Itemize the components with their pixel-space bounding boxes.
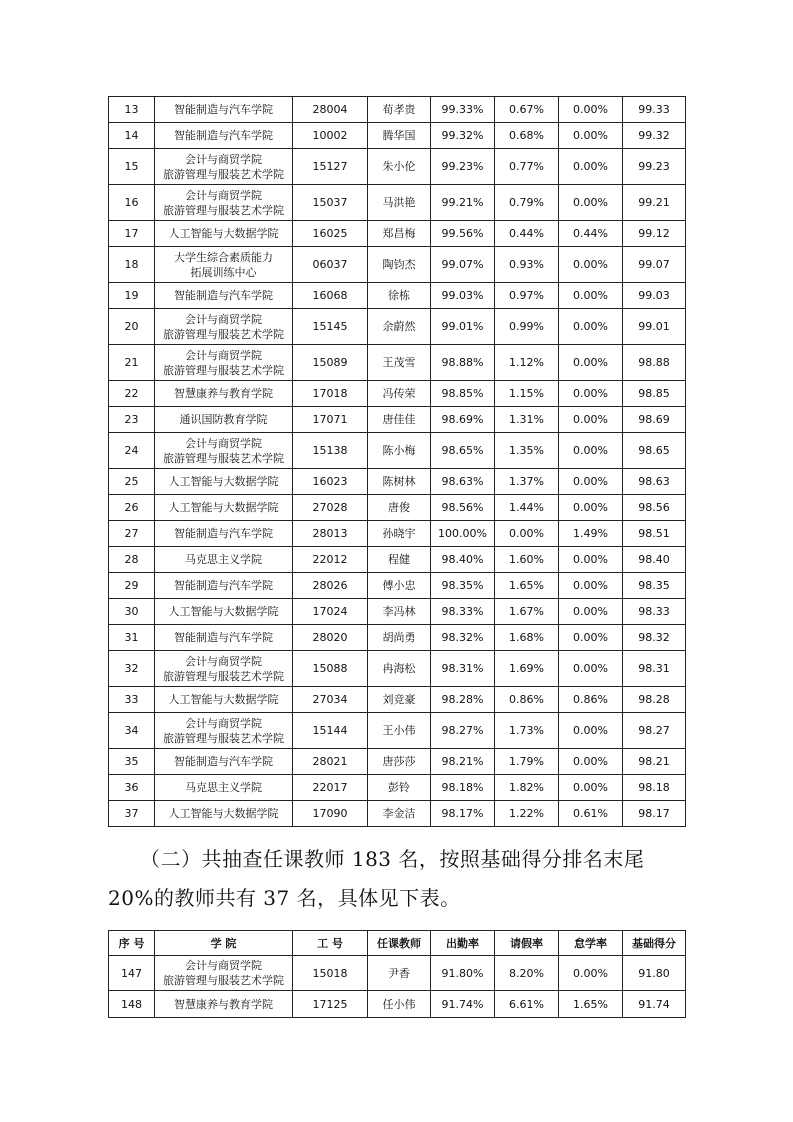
cell-absence: 0.00% <box>559 149 623 185</box>
cell-no: 19 <box>109 283 155 309</box>
cell-no: 35 <box>109 749 155 775</box>
cell-score: 91.74 <box>623 991 686 1018</box>
cell-dept <box>155 309 293 345</box>
table-row <box>109 247 686 283</box>
cell-leave: 0.44% <box>495 221 559 247</box>
table-row <box>109 713 686 749</box>
cell-absence: 0.00% <box>559 381 623 407</box>
table-row <box>109 185 686 221</box>
cell-dept <box>155 433 293 469</box>
cell-no: 25 <box>109 469 155 495</box>
cell-absence: 0.00% <box>559 713 623 749</box>
cell-absence: 0.86% <box>559 687 623 713</box>
cell-absence: 0.00% <box>559 599 623 625</box>
cell-attendance: 98.18% <box>431 775 495 801</box>
cell-attendance: 99.56% <box>431 221 495 247</box>
dept-line: 会计与商贸学院 <box>185 436 262 450</box>
cell-leave: 1.82% <box>495 775 559 801</box>
cell-dept <box>155 956 293 991</box>
cell-leave: 1.69% <box>495 651 559 687</box>
cell-id: 17090 <box>293 801 368 827</box>
cell-teacher: 傅小忠 <box>368 573 431 599</box>
cell-teacher: 马洪艳 <box>368 185 431 221</box>
cell-no: 13 <box>109 97 155 123</box>
cell-dept <box>155 573 293 599</box>
cell-score: 99.32 <box>623 123 686 149</box>
cell-score: 98.40 <box>623 547 686 573</box>
cell-score: 98.51 <box>623 521 686 547</box>
dept-line: 会计与商贸学院 <box>185 312 262 326</box>
cell-score: 98.18 <box>623 775 686 801</box>
dept-line: 智能制造与汽车学院 <box>174 527 273 540</box>
dept-line: 旅游管理与服装艺术学院 <box>163 203 284 217</box>
table-row <box>109 283 686 309</box>
cell-dept <box>155 687 293 713</box>
cell-leave: 1.60% <box>495 547 559 573</box>
cell-score: 98.27 <box>623 713 686 749</box>
cell-no: 14 <box>109 123 155 149</box>
cell-leave: 0.86% <box>495 687 559 713</box>
cell-score: 98.28 <box>623 687 686 713</box>
cell-id: 22012 <box>293 547 368 573</box>
cell-id: 17018 <box>293 381 368 407</box>
cell-attendance: 98.27% <box>431 713 495 749</box>
table-header-row <box>109 931 686 956</box>
cell-id: 15037 <box>293 185 368 221</box>
table-row <box>109 625 686 651</box>
cell-teacher: 李金洁 <box>368 801 431 827</box>
cell-score: 98.32 <box>623 625 686 651</box>
cell-attendance: 99.33% <box>431 97 495 123</box>
table-row <box>109 651 686 687</box>
cell-absence: 0.00% <box>559 469 623 495</box>
cell-id: 17071 <box>293 407 368 433</box>
dept-line: 人工智能与大数据学院 <box>168 475 279 488</box>
cell-absence: 0.00% <box>559 345 623 381</box>
cell-no: 23 <box>109 407 155 433</box>
table-row <box>109 687 686 713</box>
cell-attendance: 98.33% <box>431 599 495 625</box>
cell-attendance: 98.88% <box>431 345 495 381</box>
cell-dept <box>155 625 293 651</box>
cell-attendance: 99.03% <box>431 283 495 309</box>
table-row <box>109 991 686 1018</box>
cell-teacher: 唐佳佳 <box>368 407 431 433</box>
cell-no: 24 <box>109 433 155 469</box>
dept-line: 会计与商贸学院 <box>185 152 262 166</box>
dept-line: 人工智能与大数据学院 <box>168 227 279 240</box>
cell-no: 26 <box>109 495 155 521</box>
table-row <box>109 956 686 991</box>
cell-no: 21 <box>109 345 155 381</box>
cell-teacher: 陈树林 <box>368 469 431 495</box>
header-attendance: 出勤率 <box>431 931 495 956</box>
dept-line: 人工智能与大数据学院 <box>168 693 279 706</box>
dept-line: 拓展训练中心 <box>190 265 257 279</box>
cell-dept <box>155 495 293 521</box>
cell-score: 99.03 <box>623 283 686 309</box>
cell-score: 99.07 <box>623 247 686 283</box>
cell-no: 34 <box>109 713 155 749</box>
cell-dept <box>155 547 293 573</box>
header-absence: 怠学率 <box>559 931 623 956</box>
cell-leave: 1.79% <box>495 749 559 775</box>
cell-attendance: 98.63% <box>431 469 495 495</box>
cell-no: 27 <box>109 521 155 547</box>
table-row <box>109 309 686 345</box>
table-row <box>109 521 686 547</box>
cell-no: 29 <box>109 573 155 599</box>
cell-no: 22 <box>109 381 155 407</box>
paragraph-line-2: 20%的教师共有 37 名，具体见下表。 <box>108 886 461 910</box>
cell-teacher: 王小伟 <box>368 713 431 749</box>
cell-leave: 1.35% <box>495 433 559 469</box>
cell-leave: 1.15% <box>495 381 559 407</box>
cell-leave: 0.68% <box>495 123 559 149</box>
table-row <box>109 775 686 801</box>
cell-absence: 0.00% <box>559 309 623 345</box>
cell-id: 16068 <box>293 283 368 309</box>
cell-score: 98.65 <box>623 433 686 469</box>
cell-attendance: 98.28% <box>431 687 495 713</box>
cell-absence: 1.65% <box>559 991 623 1018</box>
cell-absence: 0.44% <box>559 221 623 247</box>
dept-line: 会计与商贸学院 <box>185 188 262 202</box>
cell-id: 28021 <box>293 749 368 775</box>
table-row <box>109 495 686 521</box>
cell-id: 17024 <box>293 599 368 625</box>
cell-teacher: 郑昌梅 <box>368 221 431 247</box>
cell-leave: 8.20% <box>495 956 559 991</box>
cell-no: 28 <box>109 547 155 573</box>
cell-teacher: 王茂雪 <box>368 345 431 381</box>
cell-dept <box>155 221 293 247</box>
cell-dept <box>155 713 293 749</box>
cell-teacher: 朱小伦 <box>368 149 431 185</box>
cell-id: 17125 <box>293 991 368 1018</box>
cell-attendance: 98.35% <box>431 573 495 599</box>
cell-id: 28020 <box>293 625 368 651</box>
cell-teacher: 唐莎莎 <box>368 749 431 775</box>
cell-no: 17 <box>109 221 155 247</box>
cell-id: 28026 <box>293 573 368 599</box>
table-row <box>109 599 686 625</box>
cell-dept <box>155 469 293 495</box>
cell-leave: 1.12% <box>495 345 559 381</box>
cell-attendance: 98.31% <box>431 651 495 687</box>
cell-attendance: 100.00% <box>431 521 495 547</box>
paragraph-line-1: （二）共抽查任课教师 183 名，按照基础得分排名末尾 <box>140 847 645 871</box>
cell-absence: 0.00% <box>559 547 623 573</box>
cell-id: 28013 <box>293 521 368 547</box>
cell-id: 28004 <box>293 97 368 123</box>
cell-attendance: 98.32% <box>431 625 495 651</box>
cell-dept <box>155 599 293 625</box>
dept-line: 马克思主义学院 <box>185 781 262 794</box>
cell-teacher: 彭铃 <box>368 775 431 801</box>
cell-leave: 1.37% <box>495 469 559 495</box>
cell-score: 98.88 <box>623 345 686 381</box>
cell-absence: 0.00% <box>559 97 623 123</box>
cell-dept <box>155 381 293 407</box>
cell-absence: 0.00% <box>559 625 623 651</box>
table-row <box>109 801 686 827</box>
cell-dept <box>155 801 293 827</box>
cell-no: 36 <box>109 775 155 801</box>
cell-teacher: 腾华国 <box>368 123 431 149</box>
cell-score: 99.12 <box>623 221 686 247</box>
table-row <box>109 97 686 123</box>
cell-no: 16 <box>109 185 155 221</box>
header-dept: 学 院 <box>155 931 293 956</box>
cell-no: 147 <box>109 956 155 991</box>
cell-leave: 0.79% <box>495 185 559 221</box>
cell-teacher: 荀孝贵 <box>368 97 431 123</box>
cell-leave: 0.77% <box>495 149 559 185</box>
cell-leave: 0.93% <box>495 247 559 283</box>
cell-dept <box>155 521 293 547</box>
cell-dept <box>155 345 293 381</box>
cell-id: 15089 <box>293 345 368 381</box>
cell-attendance: 99.32% <box>431 123 495 149</box>
cell-teacher: 刘竞豪 <box>368 687 431 713</box>
cell-id: 16025 <box>293 221 368 247</box>
cell-absence: 0.00% <box>559 749 623 775</box>
dept-line: 人工智能与大数据学院 <box>168 605 279 618</box>
cell-id: 15138 <box>293 433 368 469</box>
teacher-bottom-20-table <box>108 930 686 1018</box>
cell-id: 15144 <box>293 713 368 749</box>
cell-teacher: 尹香 <box>368 956 431 991</box>
dept-line: 智能制造与汽车学院 <box>174 289 273 302</box>
dept-line: 人工智能与大数据学院 <box>168 807 279 820</box>
cell-leave: 1.73% <box>495 713 559 749</box>
cell-id: 15127 <box>293 149 368 185</box>
cell-id: 16023 <box>293 469 368 495</box>
cell-absence: 0.00% <box>559 956 623 991</box>
cell-no: 15 <box>109 149 155 185</box>
cell-dept <box>155 123 293 149</box>
cell-teacher: 徐栋 <box>368 283 431 309</box>
cell-id: 10002 <box>293 123 368 149</box>
dept-line: 马克思主义学院 <box>185 553 262 566</box>
dept-line: 会计与商贸学院 <box>185 654 262 668</box>
dept-line: 旅游管理与服装艺术学院 <box>163 974 284 987</box>
header-id: 工 号 <box>293 931 368 956</box>
cell-teacher: 冉海松 <box>368 651 431 687</box>
cell-id: 06037 <box>293 247 368 283</box>
cell-dept <box>155 749 293 775</box>
cell-score: 99.21 <box>623 185 686 221</box>
dept-line: 旅游管理与服装艺术学院 <box>163 327 284 341</box>
cell-dept <box>155 775 293 801</box>
dept-line: 智慧康养与教育学院 <box>174 387 273 400</box>
cell-attendance: 98.69% <box>431 407 495 433</box>
cell-dept <box>155 407 293 433</box>
cell-teacher: 孙晓宇 <box>368 521 431 547</box>
cell-leave: 1.31% <box>495 407 559 433</box>
table-row <box>109 221 686 247</box>
cell-dept <box>155 283 293 309</box>
cell-leave: 1.67% <box>495 599 559 625</box>
cell-no: 148 <box>109 991 155 1018</box>
cell-absence: 0.00% <box>559 651 623 687</box>
cell-leave: 0.97% <box>495 283 559 309</box>
dept-line: 大学生综合素质能力 <box>174 250 273 264</box>
cell-attendance: 91.74% <box>431 991 495 1018</box>
cell-absence: 0.00% <box>559 433 623 469</box>
cell-no: 18 <box>109 247 155 283</box>
cell-score: 98.69 <box>623 407 686 433</box>
cell-dept <box>155 185 293 221</box>
cell-score: 98.85 <box>623 381 686 407</box>
cell-id: 22017 <box>293 775 368 801</box>
cell-absence: 0.00% <box>559 283 623 309</box>
cell-score: 99.33 <box>623 97 686 123</box>
header-teacher: 任课教师 <box>368 931 431 956</box>
cell-score: 98.56 <box>623 495 686 521</box>
cell-dept <box>155 991 293 1018</box>
cell-score: 98.21 <box>623 749 686 775</box>
cell-teacher: 陶钧杰 <box>368 247 431 283</box>
table-row <box>109 149 686 185</box>
table-row <box>109 547 686 573</box>
dept-line: 智慧康养与教育学院 <box>174 997 273 1011</box>
dept-line: 旅游管理与服装艺术学院 <box>163 451 284 465</box>
header-leave: 请假率 <box>495 931 559 956</box>
cell-attendance: 98.65% <box>431 433 495 469</box>
teacher-ranking-table-continued <box>108 96 686 827</box>
table-row <box>109 123 686 149</box>
cell-score: 98.33 <box>623 599 686 625</box>
cell-absence: 0.00% <box>559 573 623 599</box>
cell-leave: 0.00% <box>495 521 559 547</box>
cell-id: 27028 <box>293 495 368 521</box>
cell-absence: 0.00% <box>559 123 623 149</box>
cell-score: 98.17 <box>623 801 686 827</box>
cell-attendance: 91.80% <box>431 956 495 991</box>
cell-absence: 0.00% <box>559 775 623 801</box>
cell-absence: 0.00% <box>559 247 623 283</box>
table-row <box>109 381 686 407</box>
cell-dept <box>155 247 293 283</box>
dept-line: 人工智能与大数据学院 <box>168 501 279 514</box>
cell-leave: 0.67% <box>495 97 559 123</box>
cell-teacher: 余蔚然 <box>368 309 431 345</box>
table-row <box>109 749 686 775</box>
cell-absence: 0.61% <box>559 801 623 827</box>
dept-line: 智能制造与汽车学院 <box>174 103 273 116</box>
cell-score: 98.63 <box>623 469 686 495</box>
cell-leave: 1.65% <box>495 573 559 599</box>
table-row <box>109 433 686 469</box>
dept-line: 会计与商贸学院 <box>185 959 262 972</box>
cell-attendance: 98.85% <box>431 381 495 407</box>
header-no: 序 号 <box>109 931 155 956</box>
dept-line: 智能制造与汽车学院 <box>174 579 273 592</box>
dept-line: 通识国防教育学院 <box>179 413 268 426</box>
cell-no: 32 <box>109 651 155 687</box>
cell-no: 33 <box>109 687 155 713</box>
dept-line: 智能制造与汽车学院 <box>174 631 273 644</box>
cell-attendance: 98.56% <box>431 495 495 521</box>
dept-line: 智能制造与汽车学院 <box>174 755 273 768</box>
dept-line: 会计与商贸学院 <box>185 716 262 730</box>
dept-line: 会计与商贸学院 <box>185 348 262 362</box>
cell-id: 27034 <box>293 687 368 713</box>
cell-attendance: 99.23% <box>431 149 495 185</box>
table-row <box>109 573 686 599</box>
dept-line: 智能制造与汽车学院 <box>174 129 273 142</box>
cell-no: 37 <box>109 801 155 827</box>
cell-id: 15145 <box>293 309 368 345</box>
cell-absence: 1.49% <box>559 521 623 547</box>
cell-teacher: 陈小梅 <box>368 433 431 469</box>
cell-absence: 0.00% <box>559 185 623 221</box>
cell-dept <box>155 97 293 123</box>
cell-no: 30 <box>109 599 155 625</box>
cell-score: 99.23 <box>623 149 686 185</box>
cell-score: 98.35 <box>623 573 686 599</box>
header-score: 基础得分 <box>623 931 686 956</box>
cell-attendance: 99.01% <box>431 309 495 345</box>
dept-line: 旅游管理与服装艺术学院 <box>163 731 284 745</box>
cell-attendance: 98.40% <box>431 547 495 573</box>
cell-teacher: 胡尚勇 <box>368 625 431 651</box>
cell-attendance: 98.17% <box>431 801 495 827</box>
cell-teacher: 冯传荣 <box>368 381 431 407</box>
dept-line: 旅游管理与服装艺术学院 <box>163 669 284 683</box>
table-row <box>109 469 686 495</box>
cell-attendance: 98.21% <box>431 749 495 775</box>
cell-absence: 0.00% <box>559 407 623 433</box>
cell-leave: 1.44% <box>495 495 559 521</box>
cell-no: 31 <box>109 625 155 651</box>
cell-id: 15088 <box>293 651 368 687</box>
cell-leave: 1.22% <box>495 801 559 827</box>
table-row <box>109 345 686 381</box>
cell-leave: 1.68% <box>495 625 559 651</box>
cell-absence: 0.00% <box>559 495 623 521</box>
cell-teacher: 程健 <box>368 547 431 573</box>
cell-teacher: 李冯林 <box>368 599 431 625</box>
cell-dept <box>155 149 293 185</box>
cell-score: 91.80 <box>623 956 686 991</box>
cell-score: 98.31 <box>623 651 686 687</box>
dept-line: 旅游管理与服装艺术学院 <box>163 363 284 377</box>
cell-teacher: 唐俊 <box>368 495 431 521</box>
cell-attendance: 99.07% <box>431 247 495 283</box>
cell-dept <box>155 651 293 687</box>
cell-attendance: 99.21% <box>431 185 495 221</box>
cell-id: 15018 <box>293 956 368 991</box>
cell-teacher: 任小伟 <box>368 991 431 1018</box>
cell-leave: 0.99% <box>495 309 559 345</box>
cell-score: 99.01 <box>623 309 686 345</box>
table-row <box>109 407 686 433</box>
dept-line: 旅游管理与服装艺术学院 <box>163 167 284 181</box>
cell-no: 20 <box>109 309 155 345</box>
cell-leave: 6.61% <box>495 991 559 1018</box>
